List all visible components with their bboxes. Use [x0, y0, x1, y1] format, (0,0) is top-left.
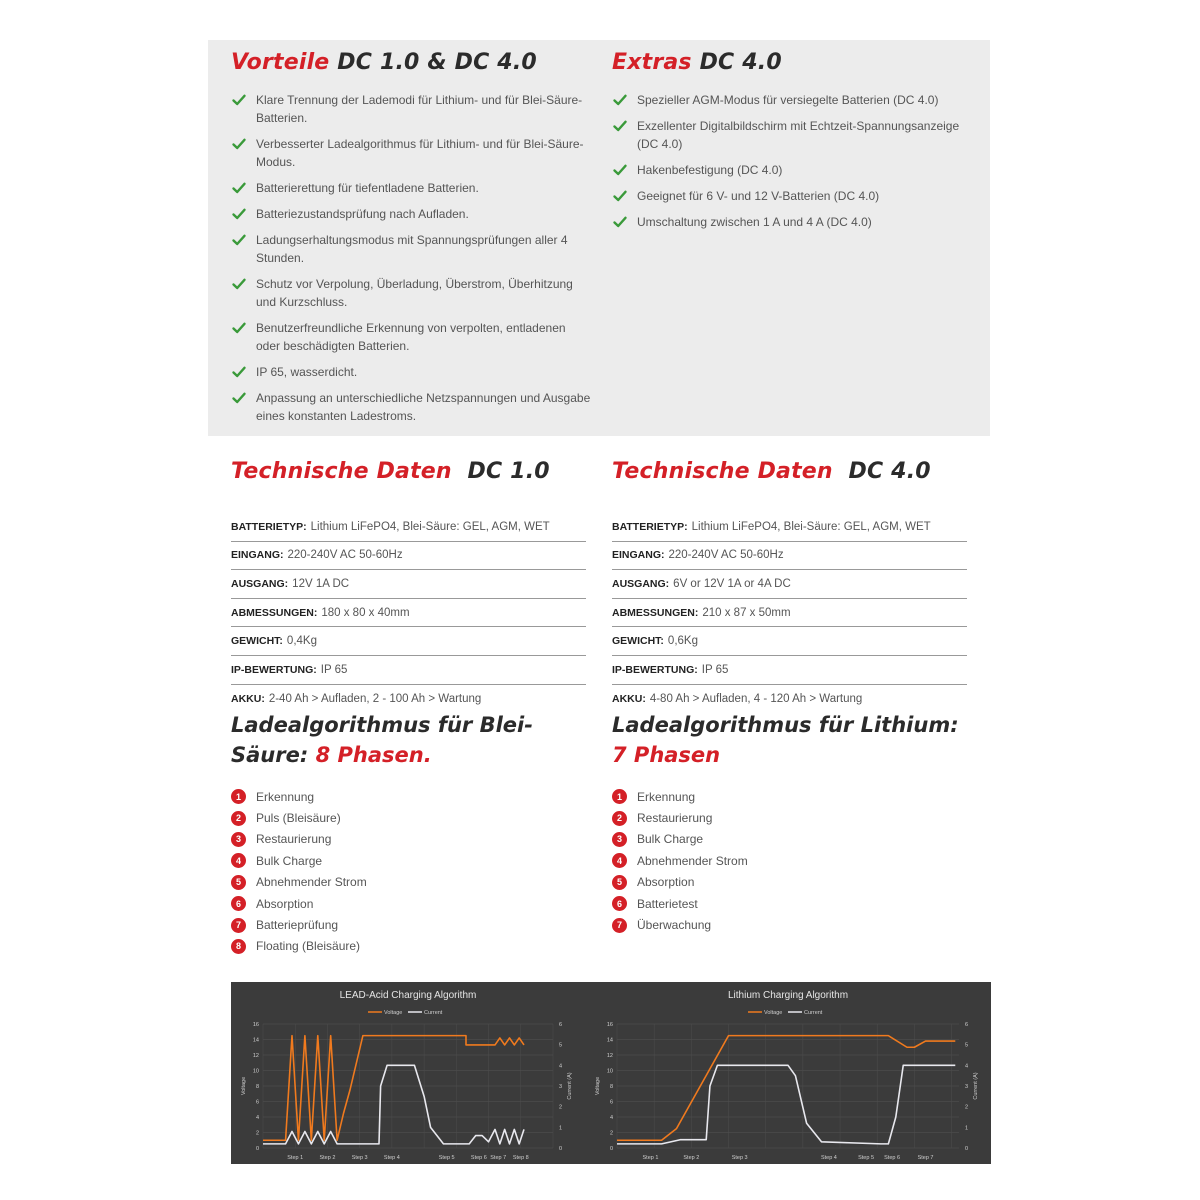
phase-label: Bulk Charge [637, 832, 704, 847]
checkmark-icon [612, 188, 628, 204]
step-label: Step 3 [351, 1155, 368, 1161]
y2-tick-label: 4 [965, 1063, 969, 1070]
phase-label: Überwachung [637, 918, 712, 933]
phase-number-badge: 5 [231, 875, 246, 890]
y2-tick-label: 1 [559, 1125, 563, 1132]
legend-voltage-label: Voltage [384, 1010, 403, 1016]
phase-label: Floating (Bleisäure) [256, 939, 361, 954]
spec-row [612, 599, 967, 628]
tech-dc4-table [612, 513, 967, 713]
advantage-item-text: IP 65, wasserdicht. [256, 365, 358, 379]
y2-tick-label: 5 [559, 1042, 563, 1049]
y-tick-label: 6 [255, 1099, 259, 1106]
y2-axis-label: Current (A) [973, 1072, 979, 1100]
step-label: Step 8 [512, 1155, 529, 1161]
spec-key: BATTERIETYP: [612, 520, 688, 533]
advantage-item-text: Anpassung an unterschiedliche Netzspannungen und Ausgabe eines konstanten Ladestroms. [256, 391, 591, 423]
y-axis-label: Voltage [595, 1076, 601, 1096]
phase-item [231, 786, 591, 807]
step-label: Step 4 [820, 1155, 837, 1161]
spec-value: Lithium LiFePO4, Blei-Säure: GEL, AGM, WET [310, 520, 550, 533]
phase-number-badge: 8 [231, 939, 246, 954]
spec-value: 2-40 Ah > Aufladen, 2 - 100 Ah > Wartung [268, 692, 482, 705]
checkmark-icon [231, 180, 247, 196]
y-tick-label: 2 [255, 1130, 259, 1137]
spec-value: 180 x 80 x 40mm [321, 606, 410, 619]
step-label: Step 2 [319, 1155, 336, 1161]
y-tick-label: 4 [255, 1115, 259, 1121]
phase-label: Abnehmender Strom [256, 875, 367, 890]
tech-dc1-table [231, 513, 586, 713]
spec-row [612, 656, 967, 685]
series-line-voltage [617, 1036, 955, 1141]
checkmark-icon [231, 92, 247, 108]
y-tick-label: 10 [606, 1068, 613, 1075]
phase-label: Absorption [637, 875, 695, 890]
checkmark-icon [612, 214, 628, 230]
phase-item [612, 872, 972, 893]
spec-key: ABMESSUNGEN: [231, 606, 318, 619]
y-tick-label: 0 [609, 1146, 613, 1152]
phase-number-badge: 1 [231, 789, 246, 804]
spec-value: 6V or 12V 1A or 4A DC [673, 577, 791, 590]
tech-dc1-title: Technische Daten DC 1.0 [231, 459, 550, 484]
phase-item [612, 850, 972, 871]
spec-row [231, 685, 586, 714]
lead-algorithm-title: Ladealgorithmus für Blei- Säure: 8 Phasen. [231, 713, 533, 767]
spec-key: GEWICHT: [612, 635, 664, 648]
extras-section [612, 49, 972, 239]
lithium-chart-svg [585, 982, 991, 1164]
advantage-item [231, 231, 591, 267]
y2-tick-label: 5 [965, 1042, 969, 1049]
advantage-item [231, 135, 591, 171]
advantage-item-text: Batteriezustandsprüfung nach Aufladen. [256, 207, 469, 221]
advantage-item [231, 363, 591, 381]
lithium-algorithm-section [612, 710, 972, 936]
advantage-item-text: Benutzerfreundliche Erkennung von verpolten, entladenen oder beschädigten Batterien. [256, 321, 566, 353]
phase-number-badge: 2 [612, 811, 627, 826]
y2-tick-label: 0 [965, 1146, 969, 1152]
y-tick-label: 10 [252, 1068, 259, 1075]
step-label: Step 2 [683, 1155, 700, 1161]
lead-algorithm-section [231, 710, 591, 957]
advantage-item [231, 389, 591, 425]
advantage-item [231, 91, 591, 127]
phase-label: Batterietest [637, 896, 698, 911]
phase-item [612, 786, 972, 807]
extra-item [612, 187, 972, 205]
spec-key: GEWICHT: [231, 635, 283, 648]
phase-label: Batterieprüfung [256, 918, 339, 933]
step-label: Step 1 [642, 1155, 659, 1161]
spec-row [231, 599, 586, 628]
extra-item-text: Umschaltung zwischen 1 A und 4 A (DC 4.0) [637, 215, 872, 229]
checkmark-icon [231, 320, 247, 336]
step-label: Step 7 [917, 1155, 934, 1161]
y2-tick-label: 3 [559, 1084, 563, 1090]
phase-item [231, 893, 591, 914]
y-tick-label: 4 [609, 1115, 613, 1121]
phase-item [231, 829, 591, 850]
phase-item [612, 914, 972, 935]
lead-acid-chart [231, 982, 585, 1164]
chart-title: LEAD-Acid Charging Algorithm [339, 990, 477, 1001]
phase-item [231, 850, 591, 871]
step-label: Step 5 [438, 1155, 455, 1161]
extra-item [612, 161, 972, 179]
y-tick-label: 12 [252, 1053, 259, 1059]
spec-row [612, 627, 967, 656]
y-tick-label: 0 [255, 1146, 259, 1152]
checkmark-icon [231, 390, 247, 406]
spec-key: AUSGANG: [612, 577, 670, 590]
extra-item-text: Spezieller AGM-Modus für versiegelte Batterien (DC 4.0) [637, 93, 939, 107]
lithium-chart [585, 982, 991, 1164]
phase-number-badge: 3 [612, 832, 627, 847]
spec-row [231, 627, 586, 656]
spec-row [612, 685, 967, 714]
spec-value: 220-240V AC 50-60Hz [668, 549, 784, 562]
phase-number-badge: 5 [612, 875, 627, 890]
phase-item [612, 829, 972, 850]
checkmark-icon [612, 92, 628, 108]
extra-item-text: Geeignet für 6 V- und 12 V-Batterien (DC 4.0) [637, 189, 880, 203]
spec-key: EINGANG: [612, 549, 665, 562]
spec-value: 0,6Kg [667, 635, 698, 648]
y-tick-label: 14 [606, 1037, 613, 1044]
y2-tick-label: 2 [559, 1104, 563, 1111]
extra-item [612, 213, 972, 231]
extra-item-text: Exzellenter Digitalbildschirm mit Echtzeit-Spannungsanzeige (DC 4.0) [637, 119, 960, 151]
extra-item [612, 117, 972, 153]
phase-label: Restaurierung [256, 832, 332, 847]
phase-label: Restaurierung [637, 811, 713, 826]
extras-list [612, 91, 972, 231]
extra-item-text: Hakenbefestigung (DC 4.0) [637, 163, 783, 177]
spec-key: BATTERIETYP: [231, 520, 307, 533]
advantage-item [231, 179, 591, 197]
advantage-item [231, 275, 591, 311]
spec-value: 210 x 87 x 50mm [702, 606, 791, 619]
advantage-item [231, 205, 591, 223]
legend-current-label: Current [424, 1010, 443, 1016]
step-label: Step 1 [287, 1155, 304, 1161]
y-tick-label: 6 [609, 1099, 613, 1106]
phase-item [231, 914, 591, 935]
phase-number-badge: 7 [612, 918, 627, 933]
spec-value: 0,4Kg [286, 635, 317, 648]
advantages-list [231, 91, 591, 425]
phase-number-badge: 7 [231, 918, 246, 933]
tech-dc4-title: Technische Daten DC 4.0 [612, 459, 931, 484]
step-label: Step 6 [470, 1155, 487, 1161]
spec-row [231, 542, 586, 571]
y2-tick-label: 4 [559, 1063, 563, 1070]
advantage-item-text: Batterierettung für tiefentladene Batterien. [256, 181, 479, 195]
legend-current-label: Current [804, 1010, 823, 1016]
checkmark-icon [612, 162, 628, 178]
phase-number-badge: 2 [231, 811, 246, 826]
step-label: Step 4 [383, 1155, 400, 1161]
advantage-item [231, 319, 591, 355]
y-tick-label: 16 [252, 1022, 259, 1028]
phase-label: Erkennung [637, 789, 696, 804]
phase-number-badge: 1 [612, 789, 627, 804]
step-label: Step 6 [884, 1155, 901, 1161]
y2-tick-label: 6 [559, 1022, 563, 1028]
y2-tick-label: 6 [965, 1022, 969, 1028]
y-tick-label: 2 [609, 1130, 613, 1137]
phase-item [231, 936, 591, 957]
advantages-title: Vorteile DC 1.0 & DC 4.0 [231, 50, 537, 75]
spec-row [231, 656, 586, 685]
y2-axis-label: Current (A) [567, 1072, 573, 1100]
advantages-section [231, 49, 591, 433]
advantage-item-text: Schutz vor Verpolung, Überladung, Überstrom, Überhitzung und Kurzschluss. [256, 277, 573, 309]
phase-label: Erkennung [256, 789, 315, 804]
checkmark-icon [231, 276, 247, 292]
advantage-item-text: Klare Trennung der Lademodi für Lithium- und für Blei-Säure-Batterien. [256, 93, 583, 125]
spec-key: AUSGANG: [231, 577, 289, 590]
y-tick-label: 8 [255, 1084, 259, 1090]
checkmark-icon [231, 206, 247, 222]
phase-number-badge: 3 [231, 832, 246, 847]
lithium-algorithm-title: Ladealgorithmus für Lithium: 7 Phasen [612, 713, 959, 767]
extra-item [612, 91, 972, 109]
advantage-item-text: Verbesserter Ladealgorithmus für Lithium- und für Blei-Säure-Modus. [256, 137, 584, 169]
step-label: Step 7 [490, 1155, 507, 1161]
y-tick-label: 12 [606, 1053, 613, 1059]
phase-label: Absorption [256, 896, 314, 911]
spec-key: IP-BEWERTUNG: [612, 663, 698, 676]
checkmark-icon [231, 232, 247, 248]
checkmark-icon [231, 364, 247, 380]
checkmark-icon [612, 118, 628, 134]
phase-number-badge: 4 [612, 853, 627, 868]
spec-key: ABMESSUNGEN: [612, 606, 699, 619]
phase-label: Abnehmender Strom [637, 853, 748, 868]
phase-item [231, 807, 591, 828]
spec-value: 4-80 Ah > Aufladen, 4 - 120 Ah > Wartung [649, 692, 863, 705]
spec-row [612, 542, 967, 571]
step-label: Step 3 [731, 1155, 748, 1161]
extras-title: Extras DC 4.0 [612, 50, 782, 75]
spec-row [231, 570, 586, 599]
spec-row [231, 513, 586, 542]
spec-value: 12V 1A DC [292, 577, 350, 590]
phase-item [612, 893, 972, 914]
phase-item [231, 872, 591, 893]
spec-key: IP-BEWERTUNG: [231, 663, 317, 676]
phase-number-badge: 4 [231, 853, 246, 868]
y2-tick-label: 0 [559, 1146, 563, 1152]
legend-voltage-label: Voltage [764, 1010, 783, 1016]
y2-tick-label: 2 [965, 1104, 969, 1111]
checkmark-icon [231, 136, 247, 152]
spec-key: AKKU: [231, 692, 265, 705]
tech-dc1-section [231, 458, 591, 713]
lead-phase-list [231, 786, 591, 957]
y2-tick-label: 3 [965, 1084, 969, 1090]
phase-number-badge: 6 [231, 896, 246, 911]
series-line-voltage [263, 1036, 524, 1141]
tech-dc4-section [612, 458, 972, 713]
spec-row [612, 570, 967, 599]
phase-number-badge: 6 [612, 896, 627, 911]
spec-key: AKKU: [612, 692, 646, 705]
y-tick-label: 14 [252, 1037, 259, 1044]
y-tick-label: 16 [606, 1022, 613, 1028]
lithium-phase-list [612, 786, 972, 936]
y2-tick-label: 1 [965, 1125, 969, 1132]
phase-item [612, 807, 972, 828]
spec-key: EINGANG: [231, 549, 284, 562]
spec-row [612, 513, 967, 542]
phase-label: Bulk Charge [256, 853, 323, 868]
step-label: Step 5 [858, 1155, 875, 1161]
spec-value: IP 65 [320, 663, 348, 676]
y-axis-label: Voltage [241, 1076, 247, 1096]
y-tick-label: 8 [609, 1084, 613, 1090]
spec-value: Lithium LiFePO4, Blei-Säure: GEL, AGM, WET [691, 520, 931, 533]
advantage-item-text: Ladungserhaltungsmodus mit Spannungsprüfungen aller 4 Stunden. [256, 233, 568, 265]
chart-title: Lithium Charging Algorithm [727, 990, 849, 1001]
spec-value: IP 65 [701, 663, 729, 676]
lead-acid-chart-svg [231, 982, 585, 1164]
series-line-current [617, 1065, 955, 1144]
spec-value: 220-240V AC 50-60Hz [287, 549, 403, 562]
phase-label: Puls (Bleisäure) [256, 811, 341, 826]
